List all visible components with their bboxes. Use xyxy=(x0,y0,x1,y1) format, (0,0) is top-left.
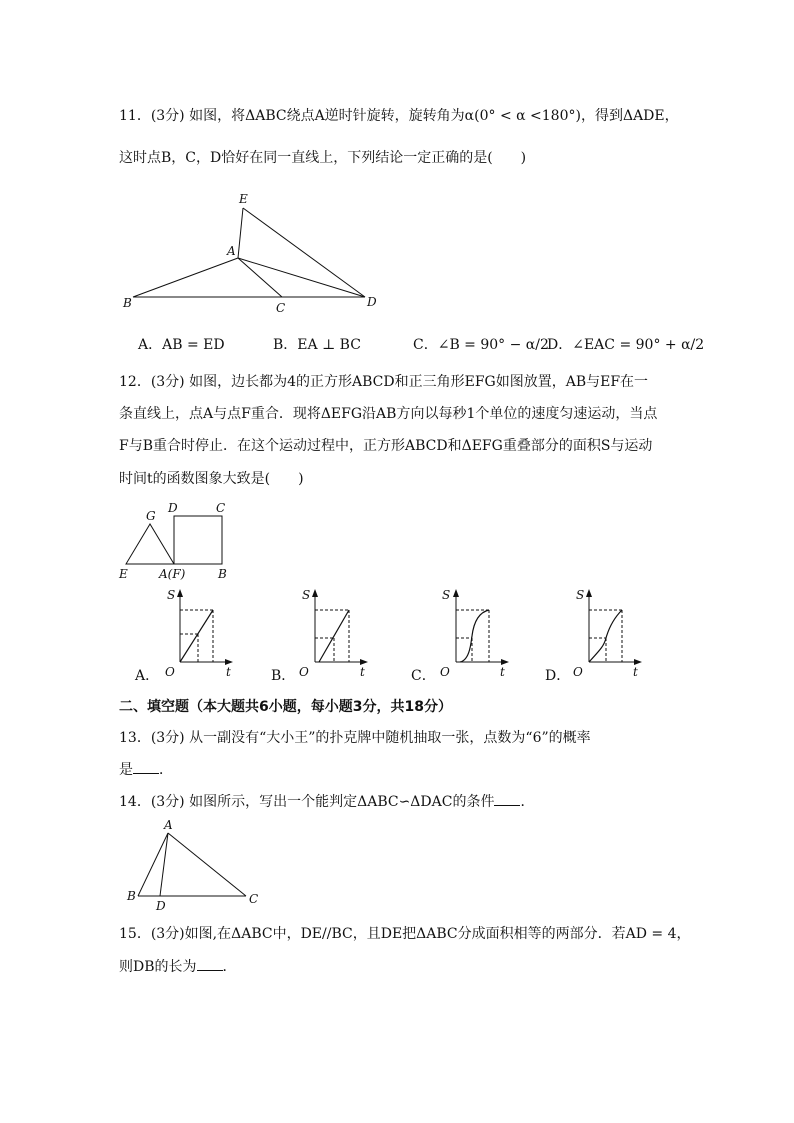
q11-label-b: B xyxy=(123,296,132,310)
q11-line2: 这时点B，C，D恰好在同一直线上，下列结论一定正确的是( ) xyxy=(119,150,527,166)
q13-line2-end: ． xyxy=(159,762,173,778)
q12-d-o: O xyxy=(573,665,583,679)
q14-label-d: D xyxy=(156,899,166,913)
q12-option-a: A． xyxy=(135,668,160,684)
q11-label-c: C xyxy=(276,301,286,315)
q11-label-d: D xyxy=(367,295,377,309)
q12-line2: 条直线上，点A与点F重合．现将ΔEFG沿AB方向以每秒1个单位的速度匀速运动，当点 xyxy=(119,406,658,422)
q12-c-o: O xyxy=(440,665,450,679)
q12-b-o: O xyxy=(299,665,309,679)
q15-answer-blank xyxy=(197,956,223,971)
q12-label-af: A(F) xyxy=(159,567,186,581)
q12-a-t: t xyxy=(226,665,231,679)
q14-line1-text: 14．(3分) 如图所示，写出一个能判定ΔABC∽ΔDAC的条件 xyxy=(119,794,495,810)
q13-line2-text: 是 xyxy=(119,762,133,778)
q12-c-t: t xyxy=(500,665,505,679)
q14-line1-end: ． xyxy=(520,794,535,810)
q12-label-c: C xyxy=(216,501,226,515)
q11-option-d: D．∠EAC = 90° + α/2 xyxy=(547,337,705,353)
q12-b-t: t xyxy=(360,665,365,679)
q12-line4: 时间t的函数图象大致是( ) xyxy=(119,471,304,487)
q12-label-d: D xyxy=(168,501,178,515)
q11-line1: 11．(3分) 如图，将ΔABC绕点A逆时针旋转，旋转角为α(0° < α <180°)，得到ΔADE， xyxy=(119,108,679,124)
q11-option-a: A．AB = ED xyxy=(138,337,225,353)
q14-label-a: A xyxy=(164,818,173,832)
q12-option-b: B． xyxy=(271,668,296,684)
q15-line1: 15．(3分)如图,在ΔABC中，DE//BC，且DE把ΔABC分成面积相等的两部分．若AD = 4， xyxy=(119,926,691,942)
q15-line2-end: ． xyxy=(222,959,237,975)
q11-label-a: A xyxy=(227,244,236,258)
q12-a-o: O xyxy=(165,665,175,679)
section-heading: 二、填空题（本大题共6小题，每小题3分，共18分） xyxy=(119,699,452,715)
q12-d-s: S xyxy=(576,588,585,602)
q14-label-c: C xyxy=(249,892,259,906)
q12-label-e: E xyxy=(119,567,128,581)
q12-label-g: G xyxy=(146,509,156,523)
q12-line1: 12．(3分) 如图，边长都为4的正方形ABCD和正三角形EFG如图放置，AB与EF在一 xyxy=(119,374,649,390)
q12-option-c: C． xyxy=(411,668,436,684)
q12-label-b: B xyxy=(218,567,227,581)
q12-a-s: S xyxy=(167,588,176,602)
q12-c-s: S xyxy=(442,588,451,602)
q14-label-b: B xyxy=(127,889,136,903)
q12-option-d: D． xyxy=(545,668,571,684)
q11-option-b: B．EA ⊥ BC xyxy=(273,337,361,353)
q11-option-c: C．∠B = 90° − α/2 xyxy=(413,337,549,353)
q15-line2 xyxy=(119,956,237,977)
q15-line2-text: 则DB的长为 xyxy=(119,959,197,975)
q12-d-t: t xyxy=(633,665,638,679)
q12-b-s: S xyxy=(302,588,311,602)
q13-line1: 13．(3分) 从一副没有“大小王”的扑克牌中随机抽取一张，点数为“6”的概率 xyxy=(119,730,591,746)
q11-label-e: E xyxy=(239,192,248,206)
q12-line3: F与B重合时停止．在这个运动过程中，正方形ABCD和ΔEFG重叠部分的面积S与运动 xyxy=(119,438,653,454)
